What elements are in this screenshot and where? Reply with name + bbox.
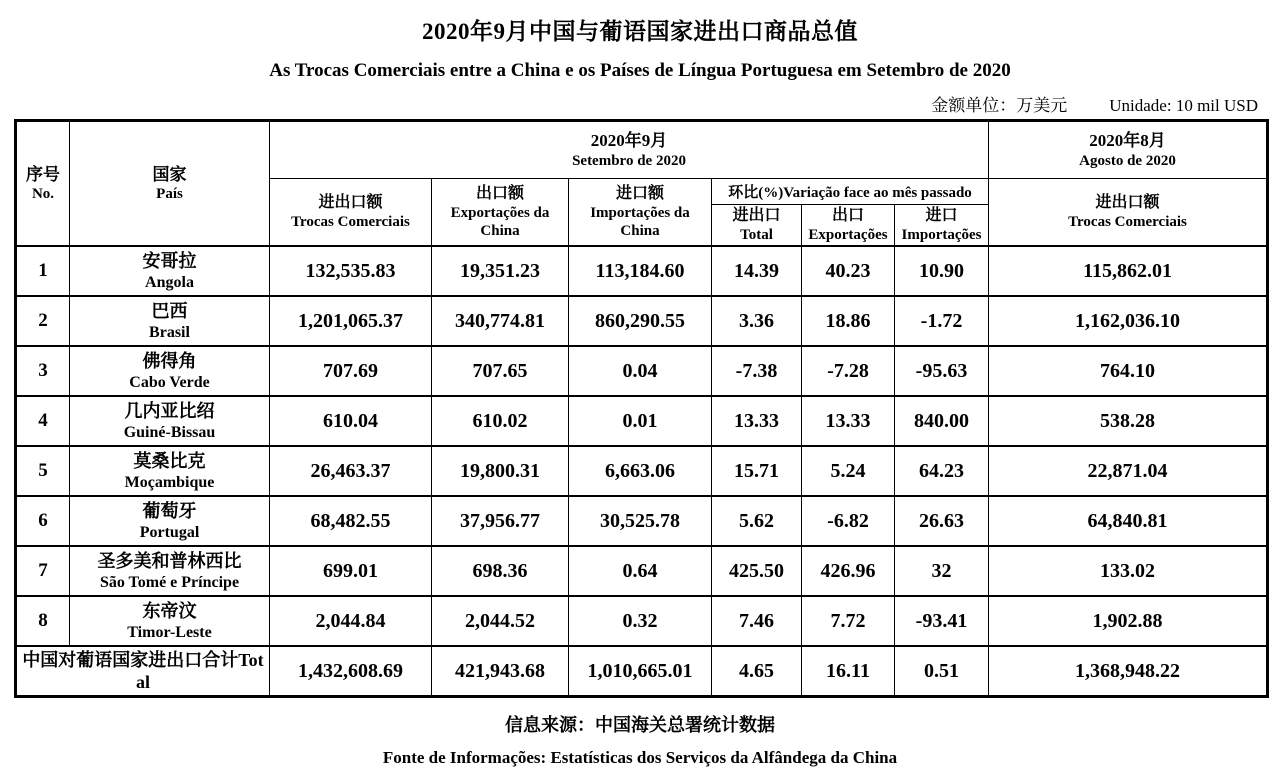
- header-mom-total-pt: Total: [740, 227, 773, 243]
- header-mom-imports: [895, 205, 989, 247]
- mom-total-value: 13.33: [712, 396, 802, 446]
- country-cell: [70, 446, 270, 496]
- header-august-zh: 2020年8月: [1089, 131, 1166, 151]
- exportacoes-value: 610.02: [432, 396, 569, 446]
- table-row: [16, 546, 1268, 596]
- header-mom-total: [712, 205, 802, 247]
- country-name-zh: 圣多美和普林西比: [97, 551, 242, 572]
- header-mom-variation: 环比(%)Variação face ao mês passado: [712, 179, 989, 205]
- table-row: [16, 296, 1268, 346]
- trocas-value: 707.69: [270, 346, 432, 396]
- header-mom-total-zh: 进出口: [732, 207, 781, 224]
- total-importacoes-value: 1,010,665.01: [569, 646, 712, 697]
- exportacoes-value: 698.36: [432, 546, 569, 596]
- importacoes-value: 113,184.60: [569, 246, 712, 296]
- country-name-zh: 葡萄牙: [142, 501, 197, 522]
- mom-total-value: 15.71: [712, 446, 802, 496]
- header-imports-pt: Importações da China: [590, 205, 690, 239]
- mom-total-value: 5.62: [712, 496, 802, 546]
- header-country-zh: 国家: [152, 164, 187, 184]
- header-country-pt: País: [156, 186, 183, 203]
- exportacoes-value: 707.65: [432, 346, 569, 396]
- country-name-zh: 莫桑比克: [133, 451, 206, 472]
- aug-trocas-value: 538.28: [989, 396, 1268, 446]
- total-aug-trocas-value: 1,368,948.22: [989, 646, 1268, 697]
- mom-importacoes-value: -93.41: [895, 596, 989, 646]
- mom-exportacoes-value: 13.33: [802, 396, 895, 446]
- header-august-trade-total-pt: Trocas Comerciais: [1068, 214, 1187, 230]
- country-cell: [70, 246, 270, 296]
- trocas-value: 1,201,065.37: [270, 296, 432, 346]
- row-number: 8: [16, 596, 70, 646]
- mom-exportacoes-value: 18.86: [802, 296, 895, 346]
- country-name-zh: 几内亚比绍: [124, 401, 215, 422]
- header-trade-total-zh: 进出口额: [318, 194, 383, 211]
- source-note-zh: 信息来源：中国海关总署统计数据: [505, 715, 775, 735]
- header-trade-total: [270, 179, 432, 247]
- header-country: [70, 121, 270, 247]
- mom-importacoes-value: 840.00: [895, 396, 989, 446]
- trocas-value: 2,044.84: [270, 596, 432, 646]
- header-august-trade-total-zh: 进出口额: [1095, 194, 1160, 211]
- mom-exportacoes-value: 40.23: [802, 246, 895, 296]
- unit-line: [0, 91, 1258, 116]
- mom-importacoes-value: -95.63: [895, 346, 989, 396]
- trocas-value: 132,535.83: [270, 246, 432, 296]
- header-mom-exports-zh: 出口: [831, 207, 864, 224]
- importacoes-value: 0.01: [569, 396, 712, 446]
- country-name-pt: São Tomé e Príncipe: [99, 573, 240, 591]
- aug-trocas-value: 133.02: [989, 546, 1268, 596]
- header-imports: [569, 179, 712, 247]
- country-name-pt: Brasil: [149, 323, 190, 341]
- header-august-2020: [989, 121, 1268, 179]
- row-number: 5: [16, 446, 70, 496]
- row-number: 2: [16, 296, 70, 346]
- mom-total-value: 3.36: [712, 296, 802, 346]
- country-name-zh: 巴西: [151, 301, 188, 322]
- mom-importacoes-value: 26.63: [895, 496, 989, 546]
- total-mom-importacoes-value: 0.51: [895, 646, 989, 697]
- header-row-top: [16, 121, 1268, 179]
- unit-label-pt: Unidade: 10 mil USD: [1109, 96, 1258, 115]
- header-mom-imports-zh: 进口: [925, 207, 958, 224]
- mom-exportacoes-value: 7.72: [802, 596, 895, 646]
- mom-total-value: 7.46: [712, 596, 802, 646]
- header-exports-zh: 出口额: [475, 185, 524, 202]
- header-mom-exports-pt: Exportações: [808, 227, 888, 243]
- country-name-pt: Portugal: [139, 523, 200, 541]
- country-cell: [70, 546, 270, 596]
- trocas-value: 610.04: [270, 396, 432, 446]
- mom-importacoes-value: 64.23: [895, 446, 989, 496]
- row-number: 6: [16, 496, 70, 546]
- mom-exportacoes-value: 5.24: [802, 446, 895, 496]
- row-number: 3: [16, 346, 70, 396]
- country-name-zh: 东帝汶: [142, 601, 197, 622]
- country-cell: [70, 296, 270, 346]
- aug-trocas-value: 764.10: [989, 346, 1268, 396]
- table-row: [16, 246, 1268, 296]
- header-september-zh: 2020年9月: [590, 131, 668, 151]
- mom-importacoes-value: -1.72: [895, 296, 989, 346]
- header-no-pt: No.: [31, 186, 55, 203]
- header-september-2020: [270, 121, 989, 179]
- row-number: 4: [16, 396, 70, 446]
- aug-trocas-value: 1,902.88: [989, 596, 1268, 646]
- exportacoes-value: 37,956.77: [432, 496, 569, 546]
- total-trocas-value: 1,432,608.69: [270, 646, 432, 697]
- country-cell: [70, 396, 270, 446]
- page-title-pt: As Trocas Comerciais entre a China e os Países de Língua Portuguesa em Setembro de 2020: [269, 60, 1011, 81]
- aug-trocas-value: 115,862.01: [989, 246, 1268, 296]
- table-row: [16, 396, 1268, 446]
- aug-trocas-value: 64,840.81: [989, 496, 1268, 546]
- header-august-pt: Agosto de 2020: [1079, 152, 1176, 169]
- mom-total-value: 425.50: [712, 546, 802, 596]
- mom-importacoes-value: 10.90: [895, 246, 989, 296]
- table-row: [16, 446, 1268, 496]
- header-no-zh: 序号: [26, 164, 60, 184]
- total-row: [16, 646, 1268, 697]
- importacoes-value: 0.04: [569, 346, 712, 396]
- country-name-pt: Cabo Verde: [129, 373, 210, 391]
- trade-table: [14, 119, 1269, 698]
- country-cell: [70, 596, 270, 646]
- row-number: 7: [16, 546, 70, 596]
- unit-label-zh: 金额单位：万美元: [931, 96, 1068, 115]
- source-note-pt: Fonte de Informações: Estatísticas dos Serviços da Alfândega da China: [382, 748, 898, 767]
- mom-importacoes-value: 32: [895, 546, 989, 596]
- country-name-pt: Angola: [145, 273, 194, 291]
- table-row: [16, 596, 1268, 646]
- exportacoes-value: 2,044.52: [432, 596, 569, 646]
- importacoes-value: 860,290.55: [569, 296, 712, 346]
- trocas-value: 68,482.55: [270, 496, 432, 546]
- importacoes-value: 6,663.06: [569, 446, 712, 496]
- header-imports-zh: 进口额: [615, 185, 664, 202]
- mom-total-value: -7.38: [712, 346, 802, 396]
- mom-exportacoes-value: -7.28: [802, 346, 895, 396]
- trocas-value: 699.01: [270, 546, 432, 596]
- country-name-pt: Moçambique: [124, 473, 215, 491]
- page-title-zh: 2020年9月中国与葡语国家进出口商品总值: [422, 19, 858, 44]
- country-name-pt: Timor-Leste: [127, 623, 212, 641]
- header-september-pt: Setembro de 2020: [572, 152, 686, 169]
- country-cell: [70, 496, 270, 546]
- country-name-zh: 安哥拉: [142, 251, 197, 272]
- country-cell: [70, 346, 270, 396]
- header-exports: [432, 179, 569, 247]
- table-row: [16, 496, 1268, 546]
- total-mom-total-value: 4.65: [712, 646, 802, 697]
- importacoes-value: 0.32: [569, 596, 712, 646]
- exportacoes-value: 340,774.81: [432, 296, 569, 346]
- mom-exportacoes-value: 426.96: [802, 546, 895, 596]
- country-name-pt: Guiné-Bissau: [123, 423, 216, 441]
- mom-total-value: 14.39: [712, 246, 802, 296]
- header-exports-pt: Exportações da China: [450, 205, 550, 239]
- importacoes-value: 30,525.78: [569, 496, 712, 546]
- total-mom-exportacoes-value: 16.11: [802, 646, 895, 697]
- total-row-label: 中国对葡语国家进出口合计Total: [16, 646, 270, 697]
- row-number: 1: [16, 246, 70, 296]
- aug-trocas-value: 1,162,036.10: [989, 296, 1268, 346]
- trocas-value: 26,463.37: [270, 446, 432, 496]
- country-name-zh: 佛得角: [142, 351, 197, 372]
- exportacoes-value: 19,800.31: [432, 446, 569, 496]
- total-exportacoes-value: 421,943.68: [432, 646, 569, 697]
- aug-trocas-value: 22,871.04: [989, 446, 1268, 496]
- exportacoes-value: 19,351.23: [432, 246, 569, 296]
- header-no: [16, 121, 70, 247]
- table-row: [16, 346, 1268, 396]
- importacoes-value: 0.64: [569, 546, 712, 596]
- mom-exportacoes-value: -6.82: [802, 496, 895, 546]
- header-august-trade-total: [989, 179, 1268, 247]
- header-trade-total-pt: Trocas Comerciais: [291, 214, 410, 230]
- header-mom-exports: [802, 205, 895, 247]
- header-mom-imports-pt: Importações: [901, 227, 982, 243]
